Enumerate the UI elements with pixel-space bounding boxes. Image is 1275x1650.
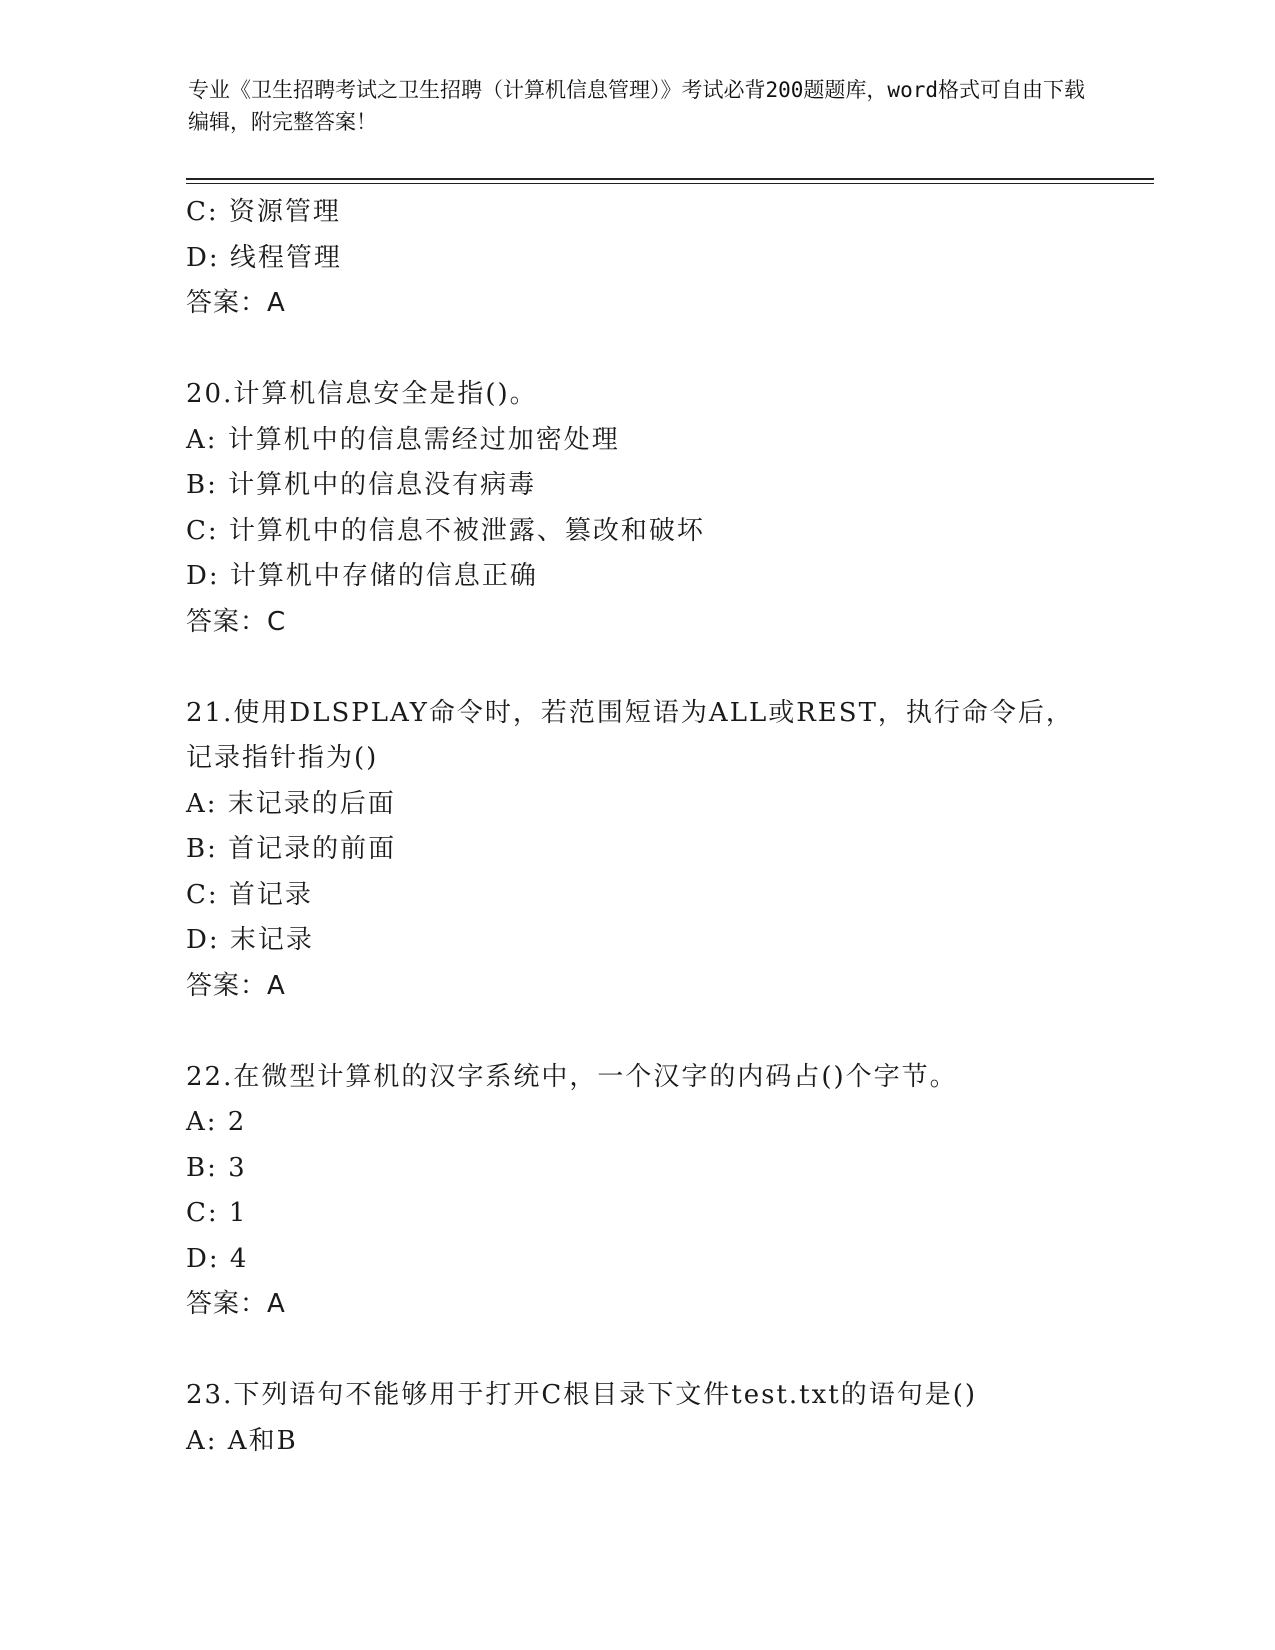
header-rule-thin [186, 183, 1154, 184]
spacer [186, 1009, 1146, 1055]
question-text: 23.下列语句不能够用于打开C根目录下文件test.txt的语句是() [186, 1380, 977, 1410]
answer-line: 答案：C [186, 606, 287, 637]
question-text: 21.使用DLSPLAY命令时，若范围短语为ALL或REST，执行命令后，记录指针指为() [186, 697, 1074, 773]
question-partial [186, 190, 1146, 327]
option-b: B: 首记录的前面 [186, 834, 397, 864]
option-a: A: A和B [186, 1425, 298, 1456]
answer-line: 答案：A [186, 1289, 286, 1319]
option-c: C: 首记录 [186, 879, 313, 910]
header-rule-thick [186, 178, 1154, 180]
option-a: A: 2 [186, 1107, 247, 1137]
option-c: C: 1 [186, 1198, 248, 1228]
question-21 [186, 691, 1146, 1010]
question-text: 20.计算机信息安全是指()。 [186, 379, 538, 409]
option-d: D: 计算机中存储的信息正确 [186, 561, 538, 591]
spacer [186, 327, 1146, 373]
spacer [186, 645, 1146, 691]
option-b: B: 计算机中的信息没有病毒 [186, 470, 537, 500]
option-a: A: 计算机中的信息需经过加密处理 [186, 424, 620, 455]
spacer [186, 1328, 1146, 1374]
option-c: C: 资源管理 [186, 197, 341, 227]
answer-line: 答案：A [186, 970, 286, 1001]
option-a: A: 末记录的后面 [186, 788, 396, 819]
question-22 [186, 1055, 1146, 1328]
question-text: 22.在微型计算机的汉字系统中，一个汉字的内码占()个字节。 [186, 1061, 958, 1092]
option-d: D: 4 [186, 1243, 249, 1274]
option-d: D: 线程管理 [186, 242, 342, 273]
option-c: C: 计算机中的信息不被泄露、篡改和破坏 [186, 515, 705, 546]
answer-line: 答案：A [186, 288, 286, 318]
document-header: 专业《卫生招聘考试之卫生招聘（计算机信息管理）》考试必背200题题库，word格式可自由下载编辑，附完整答案！ [188, 78, 1085, 134]
question-23 [186, 1373, 1146, 1464]
option-d: D: 末记录 [186, 925, 314, 955]
option-b: B: 3 [186, 1152, 247, 1183]
question-list [186, 190, 1146, 1464]
question-20 [186, 372, 1146, 645]
